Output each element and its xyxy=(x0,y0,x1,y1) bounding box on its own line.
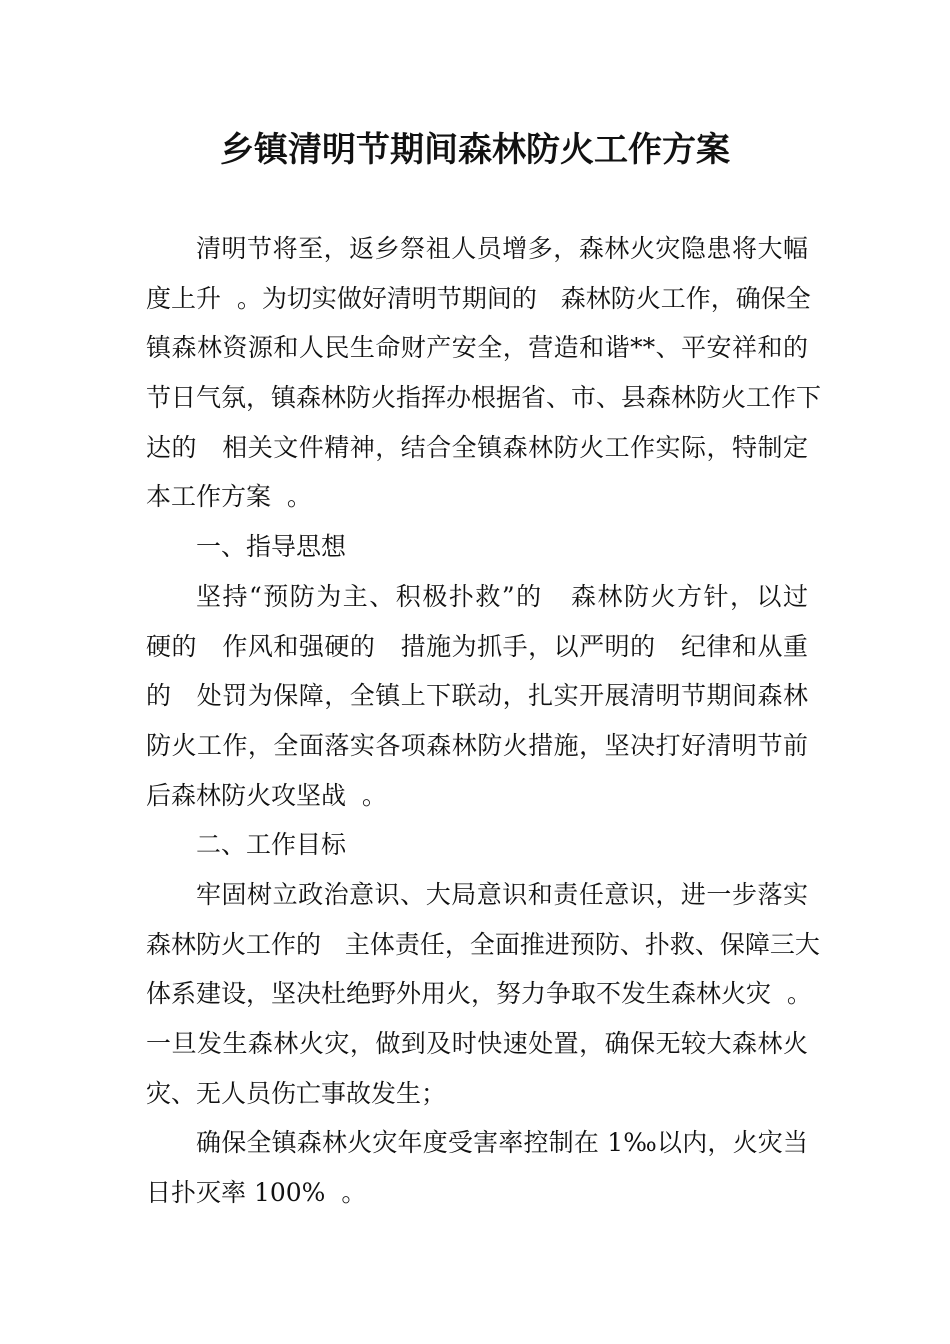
paragraph-line: 硬的 作风和强硬的 措施为抓手，以严明的 纪律和从重 xyxy=(146,631,808,661)
paragraph-line: 达的 相关文件精神，结合全镇森林防火工作实际，特制定 xyxy=(146,432,808,462)
paragraph-line: 防火工作，全面落实各项森林防火措施，坚决打好清明节前 xyxy=(146,730,808,760)
paragraph-line: 度上升 。为切实做好清明节期间的 森林防火工作，确保全 xyxy=(146,283,811,313)
paragraph-line: 后森林防火攻坚战 。 xyxy=(146,780,387,810)
paragraph-line: 坚持“预防为主、积极扑救”的 森林防火方针，以过 xyxy=(196,581,808,611)
paragraph-line: 清明节将至，返乡祭祖人员增多，森林火灾隐患将大幅 xyxy=(196,234,808,263)
document-title: 乡镇清明节期间森林防火工作方案 xyxy=(220,130,730,170)
paragraph-line: 日扑灭率 100% 。 xyxy=(146,1178,367,1208)
paragraph-line: 森林防火工作的 主体责任，全面推进预防、扑救、保障三大 xyxy=(146,929,820,959)
paragraph-line: 体系建设，坚决杜绝野外用火，努力争取不发生森林火灾 。 xyxy=(146,979,812,1009)
section-heading: 一、指导思想 xyxy=(196,532,347,562)
section-heading: 二、工作目标 xyxy=(196,830,347,860)
paragraph-line: 的 处罚为保障，全镇上下联动，扎实开展清明节期间森林 xyxy=(146,681,808,711)
document-body xyxy=(146,224,822,1218)
paragraph-line: 本工作方案 。 xyxy=(146,482,312,512)
paragraph-line: 镇森林资源和人民生命财产安全，营造和谐**、平安祥和的 xyxy=(146,333,808,363)
paragraph-line: 牢固树立政治意识、大局意识和责任意识，进一步落实 xyxy=(196,879,808,909)
paragraph-line: 确保全镇森林火灾年度受害率控制在 1‰以内，火灾当 xyxy=(196,1128,808,1158)
paragraph-line: 灾、无人员伤亡事故发生； xyxy=(146,1078,447,1108)
paragraph-line: 节日气氛，镇森林防火指挥办根据省、市、县森林防火工作下 xyxy=(146,383,822,413)
paragraph-line: 一旦发生森林火灾，做到及时快速处置，确保无较大森林火 xyxy=(146,1029,808,1058)
